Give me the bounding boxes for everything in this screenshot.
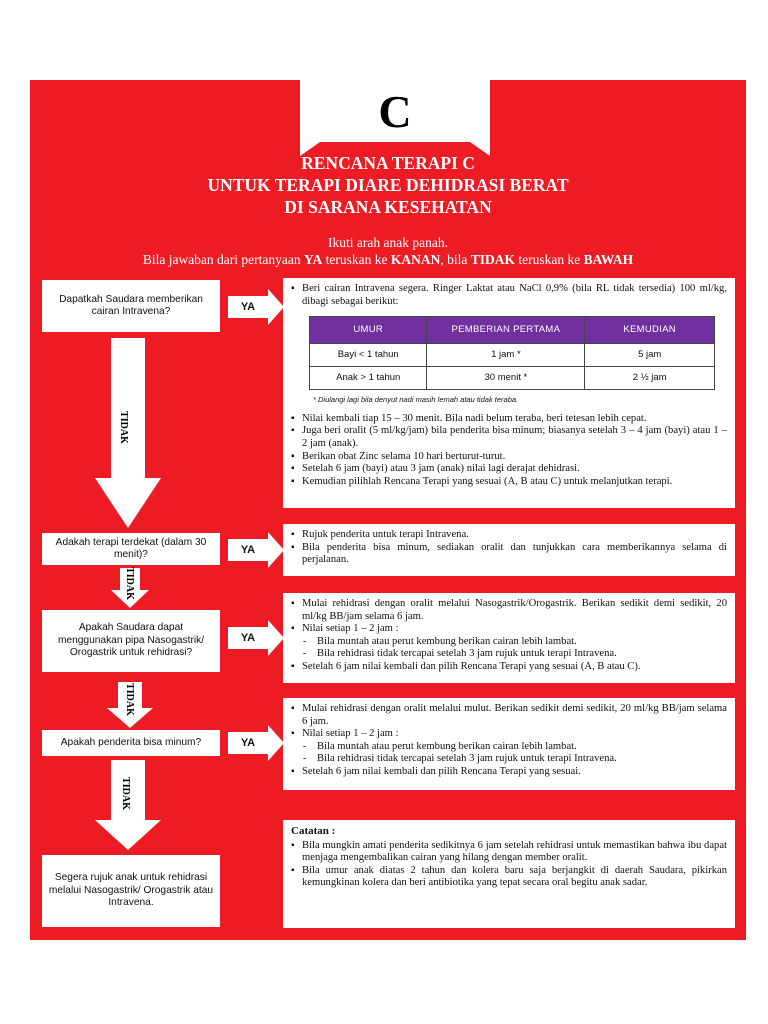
answer-iv-intro: ▪ Beri cairan Intravena segera. Ringer Laktat atau NaCl 0,9% (bila RL tidak tersedia) 100 ml/kg, dibagi sebagai berikut: [291, 283, 727, 308]
arrow-head-icon [95, 478, 161, 528]
ya-arrow-4 [228, 725, 284, 761]
question-nasogastric: Apakah Saudara dapat menggunakan pipa Nasogastrik/ Orogastrik untuk rehidrasi? [42, 610, 220, 672]
answer-nasogastric-box [283, 593, 735, 683]
answer-ng-bullet: ▪ Nilai setiap 1 – 2 jam : [291, 623, 727, 636]
answer-ng-sub: - Bila muntah atau perut kembung berikan cairan lebih lambat. [291, 636, 727, 649]
question-iv: Dapatkah Saudara memberikan cairan Intravena? [42, 280, 220, 332]
table-row [310, 344, 715, 367]
question-nearby-therapy: Adakah terapi terdekat (dalam 30 menit)? [42, 533, 220, 565]
answer-ng-bullet: ▪ Mulai rehidrasi dengan oralit melalui Nasogastrik/Orogastrik. Berikan sedikit demi sedikit, 20 ml/kg BB/jam selama 6 jam. [291, 598, 727, 623]
answer-iv-bullet: ▪ Juga beri oralit (5 ml/kg/jam) bila penderita bisa minum; biasanya setelah 3 – 4 jam (bayi) atau 1 – 2 jam (anak). [291, 425, 727, 450]
answer-refer-bullet: ▪ Rujuk penderita untuk terapi Intravena. [291, 529, 727, 542]
instruction-line-1: Ikuti arah anak panah. [328, 235, 448, 250]
table-cell: 5 jam [585, 344, 715, 367]
question-can-drink: Apakah penderita bisa minum? [42, 730, 220, 756]
instruction-line-2: Bila jawaban dari pertanyaan YA teruskan ke KANAN, bila TIDAK teruskan ke BAWAH [142, 252, 634, 267]
arrow-head-icon [268, 725, 284, 761]
tidak-arrow-1 [95, 338, 161, 528]
tidak-label: TIDAK [119, 777, 131, 810]
tidak-arrow-4 [95, 760, 161, 850]
th-kemudian: KEMUDIAN [585, 317, 715, 344]
answer-iv-box [283, 278, 735, 508]
answer-iv-bullet: ▪ Nilai kembali tiap 15 – 30 menit. Bila nadi belum teraba, beri tetesan lebih cepat. [291, 413, 727, 426]
ya-label: YA [228, 539, 268, 561]
tidak-label: TIDAK [117, 411, 129, 444]
table-cell: 2 ½ jam [585, 367, 715, 390]
answer-ng-bullet: ▪ Setelah 6 jam nilai kembali dan pilih Rencana Terapi yang sesuai (A, B atau C). [291, 661, 727, 674]
answer-refer-box [283, 524, 735, 576]
answer-oral-bullet: ▪ Setelah 6 jam nilai kembali dan pilih Rencana Terapi yang sesuai. [291, 766, 727, 779]
arrow-head-icon [268, 620, 284, 656]
notes-box [283, 820, 735, 928]
answer-oral-sub: - Bila muntah atau perut kembung berikan cairan lebih lambat. [291, 741, 727, 754]
ya-arrow-3 [228, 620, 284, 656]
tidak-label: TIDAK [123, 567, 135, 600]
table-cell: Anak > 1 tahun [310, 367, 427, 390]
title-line-2: UNTUK TERAPI DIARE DEHIDRASI BERAT [207, 175, 569, 195]
answer-refer-bullet: ▪ Bila penderita bisa minum, sediakan oralit dan tunjukkan cara memberikannya selama di perjalanan. [291, 542, 727, 567]
notes-title: Catatan : [291, 825, 336, 837]
answer-iv-bullet: ▪ Setelah 6 jam (bayi) atau 3 jam (anak) nilai lagi derajat dehidrasi. [291, 463, 727, 476]
arrow-head-icon [268, 289, 284, 325]
arrow-head-icon [95, 820, 161, 850]
notes-bullet: ▪ Bila mungkin amati penderita sedikitnya 6 jam setelah rehidrasi untuk memastikan bahwa ibu dapat menjaga mengembalikan cairan yang hilang dengan member oralit. [291, 840, 727, 865]
table-row [310, 367, 715, 390]
ya-label: YA [228, 296, 268, 318]
answer-oral-box [283, 698, 735, 790]
arrow-head-icon [268, 532, 284, 568]
title-line-3: DI SARANA KESEHATAN [284, 197, 492, 217]
answer-oral-bullet: ▪ Mulai rehidrasi dengan oralit melalui mulut. Berikan sedikit demi sedikit, 20 ml/kg BB/jam selama 6 jam. [291, 703, 727, 728]
answer-oral-bullet: ▪ Nilai setiap 1 – 2 jam : [291, 728, 727, 741]
th-pemberian-pertama: PEMBERIAN PERTAMA [427, 317, 585, 344]
arrow-shaft [111, 338, 145, 478]
table-cell: 1 jam * [427, 344, 585, 367]
dose-table [309, 316, 715, 390]
ya-label: YA [228, 732, 268, 754]
ya-arrow-2 [228, 532, 284, 568]
refer-box: Segera rujuk anak untuk rehidrasi melalui Nasogastrik/ Orogastrik atau Intravena. [42, 855, 220, 927]
tidak-label: TIDAK [123, 683, 135, 716]
table-cell: Bayi < 1 tahun [310, 344, 427, 367]
table-cell: 30 menit * [427, 367, 585, 390]
tidak-arrow-3 [107, 682, 153, 728]
th-umur: UMUR [310, 317, 427, 344]
answer-oral-sub: - Bila rehidrasi tidak tercapai setelah 3 jam rujuk untuk terapi Intravena. [291, 753, 727, 766]
answer-ng-sub: - Bila rehidrasi tidak tercapai setelah 3 jam rujuk untuk terapi Intravena. [291, 648, 727, 661]
plan-letter-tab: C [300, 80, 490, 142]
tidak-arrow-2 [111, 568, 149, 608]
answer-iv-bullet: ▪ Kemudian pilihlah Rencana Terapi yang sesuai (A, B atau C) untuk melanjutkan terapi. [291, 476, 727, 489]
title-line-1: RENCANA TERAPI C [301, 153, 475, 173]
table-footnote: * Diulangi lagi bila denyut nadi masih lemah atau tidak teraba. [313, 395, 519, 405]
answer-iv-bullet: ▪ Berikan obat Zinc selama 10 hari berturut-turut. [291, 451, 727, 464]
ya-arrow-1 [228, 289, 284, 325]
ya-label: YA [228, 627, 268, 649]
notes-bullet: ▪ Bila umur anak diatas 2 tahun dan kolera baru saja berjangkit di daerah Saudara, pikirkan kemungkinan kolera dan beri antibiotika yang tepat secara oral begitu anak sadar. [291, 865, 727, 890]
